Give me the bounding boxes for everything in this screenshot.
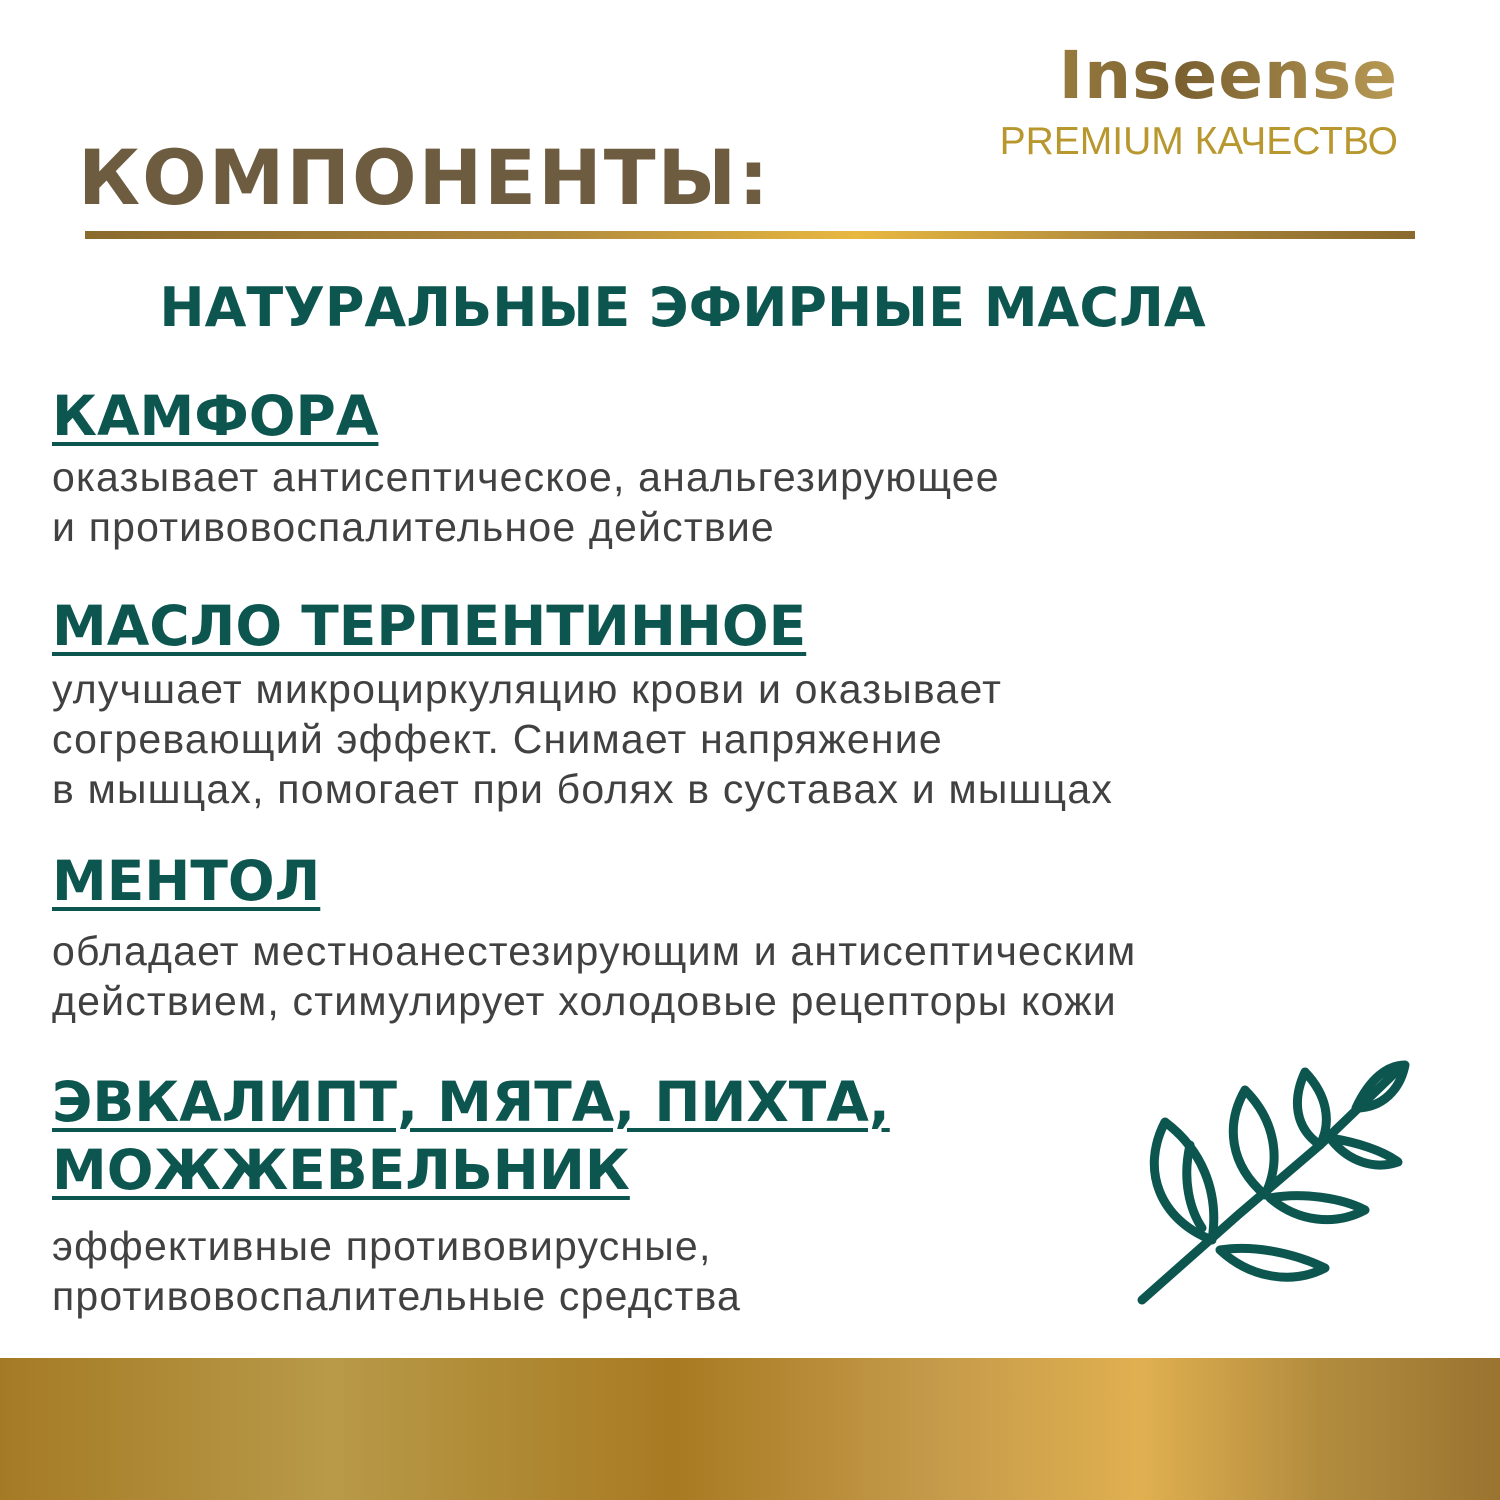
ingredient-name: ЭВКАЛИПТ, МЯТА, ПИХТА, МОЖЖЕВЕЛЬНИК: [52, 1070, 890, 1202]
ingredient-name: МАСЛО ТЕРПЕНТИННОЕ: [52, 594, 807, 658]
page-title: КОМПОНЕНТЫ:: [78, 133, 771, 222]
leaf-branch-icon: [1120, 1050, 1420, 1310]
title-divider: [85, 231, 1415, 239]
ingredient-name: КАМФОРА: [52, 384, 379, 448]
section-title: НАТУРАЛЬНЫЕ ЭФИРНЫЕ МАСЛА: [159, 276, 1206, 339]
ingredient-description: эффективные противовирусные, противовоспалительные средства: [52, 1223, 742, 1319]
brand-logo: Inseense: [1000, 40, 1398, 112]
ingredient-description: обладает местноанестезирующим и антисептическим действием, стимулирует холодовые рецепторы кожи: [52, 928, 1137, 1024]
bottom-gold-band: [0, 1358, 1500, 1500]
ingredient-description: улучшает микроциркуляцию крови и оказывает согревающий эффект. Снимает напряжение в мышцах, помогает при болях в суставах и мышцах: [52, 666, 1114, 812]
brand-tagline: PREMIUM КАЧЕСТВО: [999, 120, 1398, 163]
ingredient-name: МЕНТОЛ: [52, 849, 321, 913]
ingredient-description: оказывает антисептическое, анальгезирующее и противовоспалительное действие: [52, 454, 1000, 550]
brand-block: [999, 37, 1398, 164]
